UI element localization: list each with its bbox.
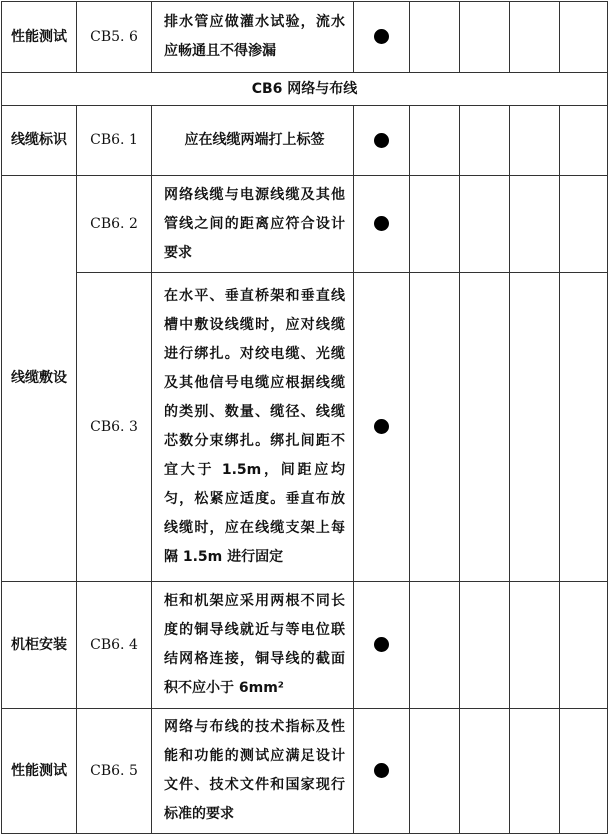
mark-cell	[354, 2, 410, 73]
category-cell: 线缆标识	[2, 106, 77, 176]
blank-cell	[460, 709, 510, 834]
mark-cell	[354, 273, 410, 582]
requirement-cell: 应在线缆两端打上标签	[152, 106, 354, 176]
filled-dot-icon	[374, 419, 389, 434]
code-cell: CB6. 2	[77, 176, 152, 273]
category-cell: 性能测试	[2, 709, 77, 834]
mark-cell	[354, 709, 410, 834]
blank-cell	[460, 106, 510, 176]
filled-dot-icon	[374, 216, 389, 231]
blank-cell	[410, 106, 460, 176]
blank-cell	[460, 176, 510, 273]
section-header: CB6 网络与布线	[2, 73, 608, 106]
table-row	[2, 273, 608, 582]
blank-cell	[510, 106, 560, 176]
specification-table	[1, 1, 608, 834]
table-row	[2, 176, 608, 273]
filled-dot-icon	[374, 133, 389, 148]
code-cell: CB6. 4	[77, 582, 152, 709]
section-row	[2, 73, 608, 106]
mark-cell	[354, 582, 410, 709]
code-cell: CB6. 1	[77, 106, 152, 176]
blank-cell	[560, 106, 608, 176]
filled-dot-icon	[374, 763, 389, 778]
blank-cell	[560, 2, 608, 73]
filled-dot-icon	[374, 637, 389, 652]
blank-cell	[510, 709, 560, 834]
blank-cell	[510, 273, 560, 582]
mark-cell	[354, 176, 410, 273]
mark-cell	[354, 106, 410, 176]
blank-cell	[560, 709, 608, 834]
table-row	[2, 582, 608, 709]
filled-dot-icon	[374, 29, 389, 44]
blank-cell	[410, 273, 460, 582]
code-cell: CB6. 3	[77, 273, 152, 582]
category-cell: 性能测试	[2, 2, 77, 73]
requirement-cell: 柜和机架应采用两根不同长度的铜导线就近与等电位联结网格连接，铜导线的截面积不应小于 6mm²	[152, 582, 354, 709]
blank-cell	[460, 273, 510, 582]
table-row	[2, 106, 608, 176]
blank-cell	[560, 176, 608, 273]
blank-cell	[460, 2, 510, 73]
table-row	[2, 709, 608, 834]
blank-cell	[410, 709, 460, 834]
blank-cell	[510, 582, 560, 709]
requirement-cell: 网络与布线的技术指标及性能和功能的测试应满足设计文件、技术文件和国家现行标准的要求	[152, 709, 354, 834]
blank-cell	[460, 582, 510, 709]
category-cell: 机柜安装	[2, 582, 77, 709]
requirement-cell: 排水管应做灌水试验，流水应畅通且不得渗漏	[152, 2, 354, 73]
requirement-cell: 在水平、垂直桥架和垂直线槽中敷设线缆时，应对线缆进行绑扎。对绞电缆、光缆及其他信号电缆应根据线缆的类别、数量、缆径、线缆芯数分束绑扎。绑扎间距不宜大于 1.5m，间距应均匀，松紧应适度。垂直布放线缆时，应在线缆支架上每隔 1.5m 进行固定	[152, 273, 354, 582]
blank-cell	[560, 582, 608, 709]
blank-cell	[510, 176, 560, 273]
blank-cell	[410, 176, 460, 273]
code-cell: CB6. 5	[77, 709, 152, 834]
blank-cell	[410, 582, 460, 709]
category-cell: 线缆敷设	[2, 176, 77, 582]
code-cell: CB5. 6	[77, 2, 152, 73]
blank-cell	[510, 2, 560, 73]
requirement-cell: 网络线缆与电源线缆及其他管线之间的距离应符合设计要求	[152, 176, 354, 273]
blank-cell	[560, 273, 608, 582]
table-row	[2, 2, 608, 73]
blank-cell	[410, 2, 460, 73]
